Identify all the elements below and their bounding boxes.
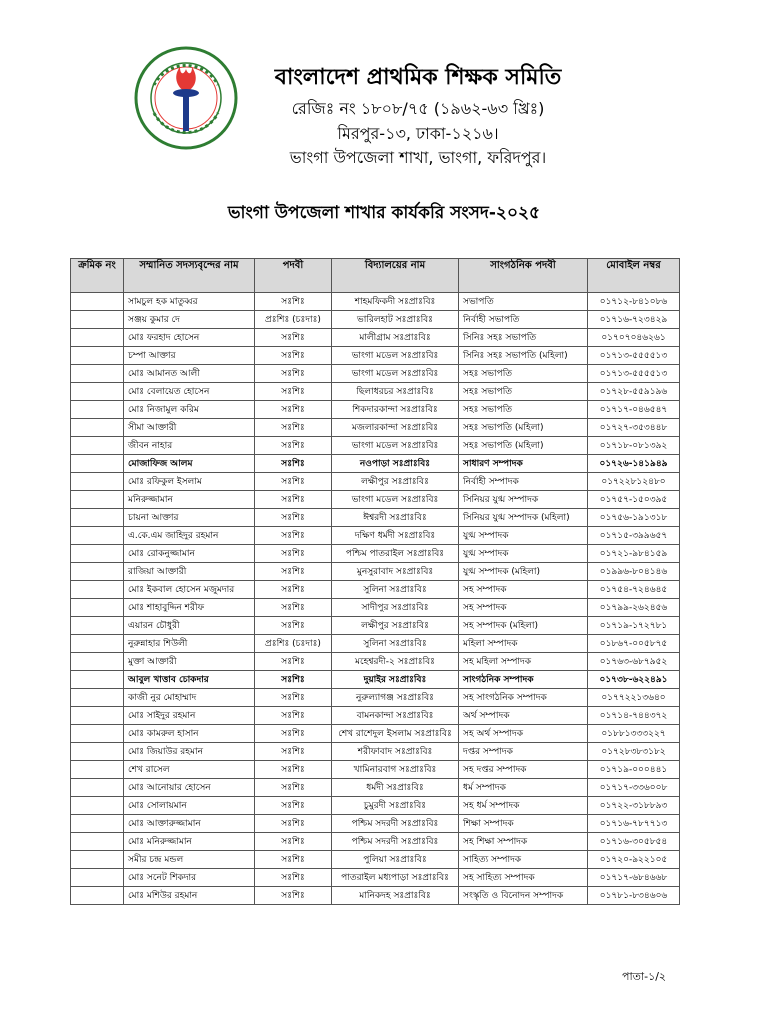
member-name-cell: জীবন নাহার	[124, 437, 255, 455]
designation-cell: সঃশিঃ	[255, 833, 332, 851]
member-name-cell: মোঃ জিয়াউর রহমান	[124, 743, 255, 761]
organizational-post-cell: নির্বাহী সম্পাদক	[459, 473, 588, 491]
organizational-post-cell: সহ সম্পাদক	[459, 581, 588, 599]
organization-address: মিরপুর-১৩, ঢাকা-১২১৬।	[337, 124, 499, 143]
member-name-cell: মুক্তা আক্তারী	[124, 653, 255, 671]
school-name-cell: মুনসুরাবাদ সঃপ্রাঃবিঃ	[332, 563, 459, 581]
serial-cell	[71, 707, 124, 725]
table-row	[71, 635, 680, 653]
organizational-post-cell: সাধারণ সম্পাদক	[459, 455, 588, 473]
designation-cell: সঃশিঃ	[255, 455, 332, 473]
member-name-cell: চম্পা আক্তার	[124, 347, 255, 365]
table-row	[71, 419, 680, 437]
header-serial: ক্রমিক নং	[71, 259, 124, 293]
mobile-number-cell: ০১৭১৮-০৮১৩৯২	[588, 437, 680, 455]
member-name-cell: মোজাফিজ আলম	[124, 455, 255, 473]
mobile-number-cell: ০১৭১৭-০৪৬৫৪৭	[588, 401, 680, 419]
mobile-number-cell: ০১৭১৬-৭২৩৪২৯	[588, 311, 680, 329]
table-row	[71, 347, 680, 365]
serial-cell	[71, 473, 124, 491]
mobile-number-cell: ০১৭২১-৯৮৪১৫৯	[588, 545, 680, 563]
serial-cell	[71, 545, 124, 563]
designation-cell: সঃশিঃ	[255, 293, 332, 311]
serial-cell	[71, 815, 124, 833]
organizational-post-cell: সহ ধর্ম সম্পাদক	[459, 797, 588, 815]
serial-cell	[71, 797, 124, 815]
member-name-cell: সামচুল হক মাতুব্বর	[124, 293, 255, 311]
member-name-cell: মোঃ শাহাবুদ্দিন শরীফ	[124, 599, 255, 617]
serial-cell	[71, 383, 124, 401]
member-name-cell: মোঃ আনোয়ার হোসেন	[124, 779, 255, 797]
organizational-post-cell: সিনিঃ সহঃ সভাপতি	[459, 329, 588, 347]
table-row	[71, 671, 680, 689]
designation-cell: সঃশিঃ	[255, 725, 332, 743]
table-row	[71, 707, 680, 725]
organizational-post-cell: সহঃ সভাপতি	[459, 365, 588, 383]
serial-cell	[71, 563, 124, 581]
organizational-post-cell: যুগ্ম সম্পাদক	[459, 545, 588, 563]
school-name-cell: শিকদারকান্দা সঃপ্রাঃবিঃ	[332, 401, 459, 419]
member-name-cell: সীমা আক্তারী	[124, 419, 255, 437]
designation-cell: সঃশিঃ	[255, 509, 332, 527]
table-row	[71, 527, 680, 545]
member-name-cell: মোঃ ফরহাদ হোসেন	[124, 329, 255, 347]
table-row	[71, 311, 680, 329]
mobile-number-cell: ০১৭১৫-৩৯৯৬৫৭	[588, 527, 680, 545]
member-name-cell: মোঃ সোলায়মান	[124, 797, 255, 815]
table-row	[71, 437, 680, 455]
organizational-post-cell: সহঃ সভাপতি (মহিলা)	[459, 437, 588, 455]
organizational-post-cell: সাংগঠনিক সম্পাদক	[459, 671, 588, 689]
mobile-number-cell: ০১৭১৩-৫৫৫৫১৩	[588, 347, 680, 365]
member-name-cell: মনিরুজ্জামান	[124, 491, 255, 509]
member-name-cell: মোঃ রফিকুল ইসলাম	[124, 473, 255, 491]
header-organizational-post: সাংগঠনিক পদবী	[459, 259, 588, 293]
table-row	[71, 545, 680, 563]
school-name-cell: দুয়াইর সঃপ্রাঃবিঃ	[332, 671, 459, 689]
header-school-name: বিদ্যালয়ের নাম	[332, 259, 459, 293]
mobile-number-cell: ০১৭২৬-১৪১৯৪৯	[588, 455, 680, 473]
designation-cell: সঃশিঃ	[255, 689, 332, 707]
table-body	[71, 293, 680, 905]
member-name-cell: মোঃ আমানত আলী	[124, 365, 255, 383]
member-name-cell: সমীর চন্দ্র মন্ডল	[124, 851, 255, 869]
mobile-number-cell: ০১৯৯৬-৮০৪১৪৬	[588, 563, 680, 581]
organizational-post-cell: শিক্ষা সম্পাদক	[459, 815, 588, 833]
designation-cell: সঃশিঃ	[255, 653, 332, 671]
table-row	[71, 383, 680, 401]
member-name-cell: মোঃ আক্তারুজ্জামান	[124, 815, 255, 833]
mobile-number-cell: ০১৭৩৮-৬২২৪৯১	[588, 671, 680, 689]
mobile-number-cell: ০১৭২৭-৩৫৩৪৪৮	[588, 419, 680, 437]
designation-cell: সঃশিঃ	[255, 527, 332, 545]
table-row	[71, 869, 680, 887]
serial-cell	[71, 599, 124, 617]
table-row	[71, 689, 680, 707]
organizational-post-cell: সহ মহিলা সম্পাদক	[459, 653, 588, 671]
table-row	[71, 851, 680, 869]
designation-cell: প্রঃশিঃ (চঃদাঃ)	[255, 311, 332, 329]
designation-cell: সঃশিঃ	[255, 743, 332, 761]
mobile-number-cell: ০১৭১৭-৩৩৬০০৮	[588, 779, 680, 797]
designation-cell: সঃশিঃ	[255, 869, 332, 887]
school-name-cell: ছিলাধরচর সঃপ্রাঃবিঃ	[332, 383, 459, 401]
table-row	[71, 725, 680, 743]
school-name-cell: শাহমফিকদী সঃপ্রাঃবিঃ	[332, 293, 459, 311]
member-name-cell: মোঃ সাইদুর রহমান	[124, 707, 255, 725]
header-designation: পদবী	[255, 259, 332, 293]
school-name-cell: শেখ রাশেদুল ইসলাম সঃপ্রাঃবিঃ	[332, 725, 459, 743]
member-name-cell: মোঃ রোকনুজ্জামান	[124, 545, 255, 563]
registration-number: রেজিঃ নং ১৮০৮/৭৫ (১৯৬২-৬৩ খ্রিঃ)	[291, 99, 545, 118]
designation-cell: সঃশিঃ	[255, 383, 332, 401]
designation-cell: সঃশিঃ	[255, 779, 332, 797]
torch-emblem-icon	[134, 45, 238, 151]
mobile-number-cell: ০১৭২৮-৫৫৯১৯৬	[588, 383, 680, 401]
designation-cell: সঃশিঃ	[255, 401, 332, 419]
designation-cell: সঃশিঃ	[255, 851, 332, 869]
school-name-cell: শরীফাবাদ সঃপ্রাঃবিঃ	[332, 743, 459, 761]
organizational-post-cell: সহঃ সভাপতি (মহিলা)	[459, 419, 588, 437]
serial-cell	[71, 725, 124, 743]
mobile-number-cell: ০১৭১৯-০০০৪৪১	[588, 761, 680, 779]
mobile-number-cell: ০১৭১৪-৭৪৪৩৭২	[588, 707, 680, 725]
serial-cell	[71, 671, 124, 689]
serial-cell	[71, 887, 124, 905]
designation-cell: সঃশিঃ	[255, 491, 332, 509]
designation-cell: সঃশিঃ	[255, 563, 332, 581]
mobile-number-cell: ০১৭১৩-৫৫৫৫১৩	[588, 365, 680, 383]
organizational-post-cell: দপ্তর সম্পাদক	[459, 743, 588, 761]
serial-cell	[71, 833, 124, 851]
organizational-post-cell: নির্বাহী সভাপতি	[459, 311, 588, 329]
serial-cell	[71, 347, 124, 365]
table-row	[71, 617, 680, 635]
member-name-cell: মোঃ ইকবাল হোসেন মজুমদার	[124, 581, 255, 599]
school-name-cell: ভাংগা মডেল সঃপ্রাঃবিঃ	[332, 491, 459, 509]
organizational-post-cell: সহ সাহিত্য সম্পাদক	[459, 869, 588, 887]
serial-cell	[71, 401, 124, 419]
serial-cell	[71, 761, 124, 779]
designation-cell: সঃশিঃ	[255, 581, 332, 599]
table-row	[71, 455, 680, 473]
mobile-number-cell: ০১৭০৭০৪৬২৬১	[588, 329, 680, 347]
serial-cell	[71, 491, 124, 509]
organizational-post-cell: সভাপতি	[459, 293, 588, 311]
member-name-cell: রাজিয়া আক্তারী	[124, 563, 255, 581]
serial-cell	[71, 635, 124, 653]
organizational-post-cell: সহ দপ্তর সম্পাদক	[459, 761, 588, 779]
table-row	[71, 491, 680, 509]
member-name-cell: নুরুন্নাহার শিউলী	[124, 635, 255, 653]
serial-cell	[71, 869, 124, 887]
designation-cell: প্রঃশিঃ (চঃদাঃ)	[255, 635, 332, 653]
table-row	[71, 743, 680, 761]
designation-cell: সঃশিঃ	[255, 815, 332, 833]
member-name-cell: মোঃ সনেট শিকদার	[124, 869, 255, 887]
school-name-cell: সাদীপুর সঃপ্রাঃবিঃ	[332, 599, 459, 617]
table-row	[71, 815, 680, 833]
table-row	[71, 329, 680, 347]
header-mobile-number: মোবাইল নম্বর	[588, 259, 680, 293]
table-row	[71, 761, 680, 779]
serial-cell	[71, 653, 124, 671]
serial-cell	[71, 455, 124, 473]
school-name-cell: খামিনারবাগ সঃপ্রাঃবিঃ	[332, 761, 459, 779]
school-name-cell: নওপাড়া সঃপ্রাঃবিঃ	[332, 455, 459, 473]
school-name-cell: দক্ষিণ ধর্মদী সঃপ্রাঃবিঃ	[332, 527, 459, 545]
mobile-number-cell: ০১৭৯৯-২৬২৪৫৬	[588, 599, 680, 617]
organizational-post-cell: সহ সাংগঠনিক সম্পাদক	[459, 689, 588, 707]
mobile-number-cell: ০১৭৫৭-১৫০৩৯৫	[588, 491, 680, 509]
member-name-cell: মোঃ নিজামুল করিম	[124, 401, 255, 419]
table-row	[71, 293, 680, 311]
document-title: ভাংগা উপজেলা শাখার কার্যকরি সংসদ-২০২৫	[227, 203, 541, 223]
designation-cell: সঃশিঃ	[255, 707, 332, 725]
members-table	[70, 258, 680, 905]
organizational-post-cell: সহঃ সভাপতি	[459, 401, 588, 419]
organizational-post-cell: অর্থ সম্পাদক	[459, 707, 588, 725]
school-name-cell: মালীগ্রাম সঃপ্রাঃবিঃ	[332, 329, 459, 347]
mobile-number-cell: ০১৭৫৪-৭২৪৬৪৫	[588, 581, 680, 599]
school-name-cell: সুলিনা সঃপ্রাঃবিঃ	[332, 581, 459, 599]
table-row	[71, 473, 680, 491]
member-name-cell: আবুল খাত্তাব চোকদার	[124, 671, 255, 689]
designation-cell: সঃশিঃ	[255, 797, 332, 815]
designation-cell: সঃশিঃ	[255, 347, 332, 365]
organizational-post-cell: ধর্ম সম্পাদক	[459, 779, 588, 797]
header-member-name: সম্মানিত সদস্যবৃন্দের নাম	[124, 259, 255, 293]
school-name-cell: নুরুল্যাগঞ্জ সঃপ্রাঃবিঃ	[332, 689, 459, 707]
designation-cell: সঃশিঃ	[255, 365, 332, 383]
organization-logo	[134, 45, 238, 151]
designation-cell: সঃশিঃ	[255, 545, 332, 563]
organizational-post-cell: যুগ্ম সম্পাদক (মহিলা)	[459, 563, 588, 581]
school-name-cell: বামনকান্দা সঃপ্রাঃবিঃ	[332, 707, 459, 725]
designation-cell: সঃশিঃ	[255, 671, 332, 689]
member-name-cell: শেখ রাসেল	[124, 761, 255, 779]
mobile-number-cell: ০১৮৮১৩৩৩২২৭	[588, 725, 680, 743]
table-row	[71, 581, 680, 599]
organization-name: বাংলাদেশ প্রাথমিক শিক্ষক সমিতি	[274, 65, 562, 90]
member-name-cell: চায়না আক্তার	[124, 509, 255, 527]
branch-address: ভাংগা উপজেলা শাখা, ভাংগা, ফরিদপুর।	[289, 148, 547, 167]
serial-cell	[71, 743, 124, 761]
organizational-post-cell: সিনিঃ সহঃ সভাপতি (মহিলা)	[459, 347, 588, 365]
mobile-number-cell: ০১৭৭২২১৩৬৪০	[588, 689, 680, 707]
mobile-number-cell: ০১৭২২-৩১৮৮৯৩	[588, 797, 680, 815]
school-name-cell: লক্ষীপুর সঃপ্রাঃবিঃ	[332, 617, 459, 635]
school-name-cell: মজলারকান্দা সঃপ্রাঃবিঃ	[332, 419, 459, 437]
organizational-post-cell: সহ সম্পাদক	[459, 599, 588, 617]
designation-cell: সঃশিঃ	[255, 761, 332, 779]
mobile-number-cell: ০১৭৬৩-৬৮৭৯৫২	[588, 653, 680, 671]
serial-cell	[71, 293, 124, 311]
school-name-cell: পশ্চিম পাতরাইল সঃপ্রাঃবিঃ	[332, 545, 459, 563]
school-name-cell: চুমুরদী সঃপ্রাঃবিঃ	[332, 797, 459, 815]
designation-cell: সঃশিঃ	[255, 599, 332, 617]
serial-cell	[71, 365, 124, 383]
mobile-number-cell: ০১৭৮১-৮৩৪৬০৬	[588, 887, 680, 905]
table-row	[71, 563, 680, 581]
serial-cell	[71, 329, 124, 347]
table-row	[71, 797, 680, 815]
mobile-number-cell: ০১৭১২-৮৪১০৮৬	[588, 293, 680, 311]
member-name-cell: এ.কে.এম জাহিদুর রহমান	[124, 527, 255, 545]
table-row	[71, 401, 680, 419]
table-row	[71, 779, 680, 797]
mobile-number-cell: ০১৭২৮৩৮৩১৮২	[588, 743, 680, 761]
member-name-cell: কাজী নুর মোহাম্মাদ	[124, 689, 255, 707]
designation-cell: সঃশিঃ	[255, 473, 332, 491]
school-name-cell: ঈশ্বরদী সঃপ্রাঃবিঃ	[332, 509, 459, 527]
organizational-post-cell: সাহিত্য সম্পাদক	[459, 851, 588, 869]
school-name-cell: ভারিলহাট সঃপ্রাঃবিঃ	[332, 311, 459, 329]
designation-cell: সঃশিঃ	[255, 419, 332, 437]
school-name-cell: ভাংগা মডেল সঃপ্রাঃবিঃ	[332, 365, 459, 383]
table-header-row	[71, 259, 680, 293]
organizational-post-cell: সহ সম্পাদক (মহিলা)	[459, 617, 588, 635]
table-row	[71, 509, 680, 527]
school-name-cell: মানিকদহ সঃপ্রাঃবিঃ	[332, 887, 459, 905]
school-name-cell: সুলিনা সঃপ্রাঃবিঃ	[332, 635, 459, 653]
serial-cell	[71, 617, 124, 635]
organizational-post-cell: সহ অর্থ সম্পাদক	[459, 725, 588, 743]
member-name-cell: এয়ারন চৌধুরী	[124, 617, 255, 635]
school-name-cell: ভাংগা মডেল সঃপ্রাঃবিঃ	[332, 347, 459, 365]
organizational-post-cell: সিনিয়র যুগ্ম সম্পাদক	[459, 491, 588, 509]
mobile-number-cell: ০১৭১৬-৩০৫৮৫৪	[588, 833, 680, 851]
mobile-number-cell: ০১৭৫৬-১৯১৩১৮	[588, 509, 680, 527]
organizational-post-cell: মহিলা সম্পাদক	[459, 635, 588, 653]
member-name-cell: মোঃ মনিরুজ্জামান	[124, 833, 255, 851]
school-name-cell: লক্ষীপুর সঃপ্রাঃবিঃ	[332, 473, 459, 491]
designation-cell: সঃশিঃ	[255, 887, 332, 905]
organizational-post-cell: সহঃ সভাপতি	[459, 383, 588, 401]
mobile-number-cell: ০১৭২০-৯২২১০৫	[588, 851, 680, 869]
serial-cell	[71, 689, 124, 707]
member-name-cell: মোঃ কামরুল হাসান	[124, 725, 255, 743]
table-row	[71, 365, 680, 383]
member-name-cell: মোঃ মশিউর রহমান	[124, 887, 255, 905]
serial-cell	[71, 437, 124, 455]
organizational-post-cell: সহ শিক্ষা সম্পাদক	[459, 833, 588, 851]
mobile-number-cell: ০১৭২২৮১২৪৮০	[588, 473, 680, 491]
school-name-cell: মহেশ্বরদী-২ সঃপ্রাঃবিঃ	[332, 653, 459, 671]
organizational-post-cell: সিনিয়র যুগ্ম সম্পাদক (মহিলা)	[459, 509, 588, 527]
page-number: পাতা-১/২	[622, 970, 667, 983]
mobile-number-cell: ০১৭১৭-৬৮৪৬৬৮	[588, 869, 680, 887]
table-row	[71, 833, 680, 851]
table-row	[71, 653, 680, 671]
serial-cell	[71, 527, 124, 545]
serial-cell	[71, 581, 124, 599]
designation-cell: সঃশিঃ	[255, 329, 332, 347]
school-name-cell: ধর্মদী সঃপ্রাঃবিঃ	[332, 779, 459, 797]
mobile-number-cell: ০১৮৬৭-০০৫৮৭৫	[588, 635, 680, 653]
school-name-cell: পাতরাইল মধ্যপাড়া সঃপ্রাঃবিঃ	[332, 869, 459, 887]
designation-cell: সঃশিঃ	[255, 617, 332, 635]
member-name-cell: সঞ্জয় কুমার দে	[124, 311, 255, 329]
organizational-post-cell: সংস্কৃতি ও বিনোদন সম্পাদক	[459, 887, 588, 905]
school-name-cell: পশ্চিম সদরদী সঃপ্রাঃবিঃ	[332, 815, 459, 833]
member-name-cell: মোঃ বেলায়েত হোসেন	[124, 383, 255, 401]
organizational-post-cell: যুগ্ম সম্পাদক	[459, 527, 588, 545]
table-row	[71, 599, 680, 617]
designation-cell: সঃশিঃ	[255, 437, 332, 455]
table-row	[71, 887, 680, 905]
serial-cell	[71, 509, 124, 527]
serial-cell	[71, 779, 124, 797]
mobile-number-cell: ০১৭১৬-৭৮৭৭১৩	[588, 815, 680, 833]
school-name-cell: ভাংগা মডেল সঃপ্রাঃবিঃ	[332, 437, 459, 455]
school-name-cell: পুলিয়া সঃপ্রাঃবিঃ	[332, 851, 459, 869]
mobile-number-cell: ০১৭১৯-১৭২৭৮১	[588, 617, 680, 635]
serial-cell	[71, 419, 124, 437]
school-name-cell: পশ্চিম সদরদী সঃপ্রাঃবিঃ	[332, 833, 459, 851]
serial-cell	[71, 311, 124, 329]
serial-cell	[71, 851, 124, 869]
